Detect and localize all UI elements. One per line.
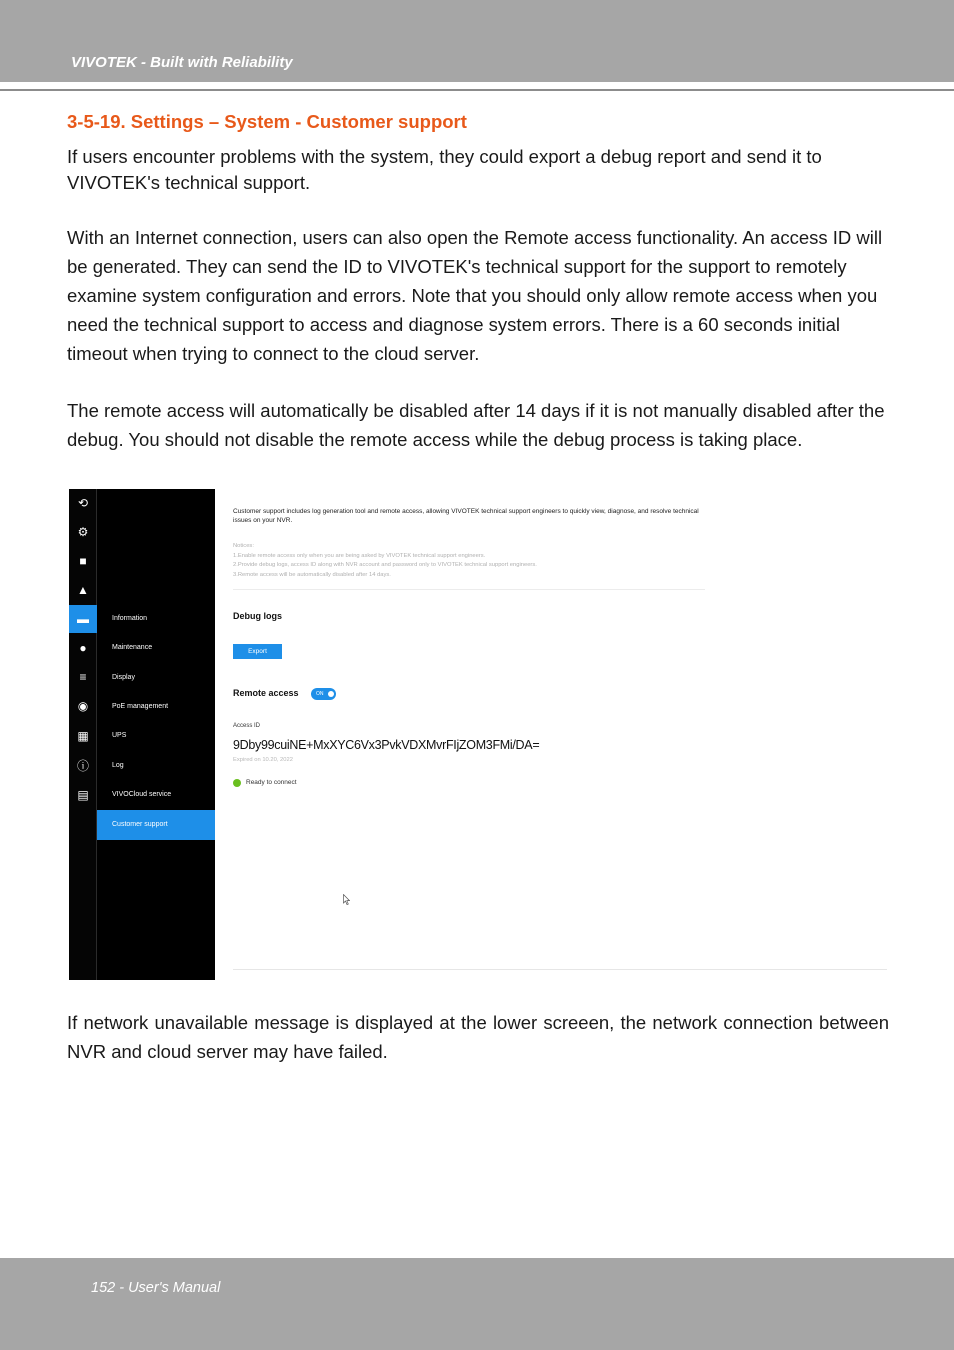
footer-page-number: 152 - User's Manual — [91, 1280, 221, 1296]
access-id-value: 9Dby99cuiNE+MxXYC6Vx3PvkVDXMvrFIjZOM3FMi/DA= — [233, 738, 540, 752]
notices-heading: Notices: — [233, 543, 254, 549]
gear-icon[interactable]: ⚙ — [77, 525, 89, 539]
notice-item: 1.Enable remote access only when you are being asked by VIVOTEK technical support engineers. — [233, 552, 486, 559]
icon-bar — [69, 489, 97, 980]
support-intro: Customer support includes log generation tool and remote access, allowing VIVOTEK technical support engineers to quickly view, diagnose, and resolve technical issues on your NVR. — [233, 508, 699, 524]
toggle-knob — [328, 691, 334, 697]
toggle-label: ON — [316, 691, 324, 697]
paragraph-debug-report: If users encounter problems with the system, they could export a debug report and send it to VIVOTEK's technical support. — [67, 146, 822, 193]
menu-item-customer-support[interactable]: Customer support — [97, 810, 215, 840]
storage-icon[interactable]: ≡ — [79, 670, 87, 684]
remote-access-title: Remote access — [233, 688, 299, 698]
remote-access-toggle[interactable] — [311, 688, 336, 700]
system-menu — [97, 489, 215, 980]
status-text: Ready to connect — [246, 779, 297, 786]
debug-logs-title: Debug logs — [233, 611, 282, 621]
divider — [233, 969, 887, 970]
camera-icon[interactable]: ■ — [79, 554, 87, 568]
menu-item-display[interactable]: Display — [112, 674, 135, 681]
page-header — [0, 0, 954, 82]
paragraph-remote-access: With an Internet connection, users can also open the Remote access functionality. An access ID will be generated. They can send the ID to VIVOTEK's technical support for the support to remotely examine system configuration and errors. Note that you should only allow remote access when you need the technical support to access and diagnose system errors. There is a 60 seconds initial timeout when trying to connect to the cloud server. — [67, 227, 883, 364]
menu-item-information[interactable]: Information — [112, 615, 148, 622]
apps-grid-icon[interactable]: ▦ — [77, 729, 89, 743]
network-icon[interactable]: ◉ — [77, 699, 89, 713]
status-dot-icon — [233, 779, 241, 787]
divider — [233, 589, 705, 590]
menu-item-vivocloud-service[interactable]: VIVOCloud service — [112, 791, 172, 798]
system-icon[interactable]: ▬ — [69, 605, 97, 633]
page-footer — [0, 1258, 954, 1350]
notice-item: 3.Remote access will be automatically disabled after 14 days. — [233, 571, 391, 578]
info-icon[interactable]: ⓘ — [76, 758, 89, 773]
menu-item-poe-management[interactable]: PoE management — [112, 703, 169, 710]
section-title: 3-5-19. Settings – System - Customer support — [67, 111, 467, 132]
bell-icon[interactable]: ▲ — [77, 583, 89, 597]
mouse-cursor-icon — [343, 894, 350, 905]
keyboard-icon[interactable]: ▤ — [77, 788, 89, 802]
menu-item-maintenance[interactable]: Maintenance — [112, 644, 153, 651]
menu-item-log[interactable]: Log — [112, 762, 124, 769]
customer-support-screenshot — [69, 489, 887, 981]
header-title: VIVOTEK - Built with Reliability — [71, 54, 293, 71]
access-id-label: Access ID — [233, 723, 261, 729]
expired-text: Expired on 10.20, 2022 — [233, 757, 293, 763]
paragraph-network-unavailable: If network unavailable message is displayed at the lower screeen, the network connection between NVR and cloud server may have failed. — [67, 1012, 889, 1062]
export-button[interactable]: Export — [233, 644, 282, 659]
user-icon[interactable]: ● — [79, 641, 87, 655]
notice-item: 2.Provide debug logs, access ID along with NVR account and password only to VIVOTEK technical support engineers. — [233, 562, 537, 568]
header-divider — [0, 89, 954, 91]
paragraph-auto-disable: The remote access will automatically be disabled after 14 days if it is not manually disabled after the debug. You should not disable the remote access while the debug process is taking place. — [67, 400, 885, 450]
support-content — [233, 489, 887, 981]
menu-item-ups[interactable]: UPS — [112, 732, 127, 739]
playback-icon[interactable]: ⟲ — [77, 496, 89, 510]
notices — [233, 542, 708, 580]
